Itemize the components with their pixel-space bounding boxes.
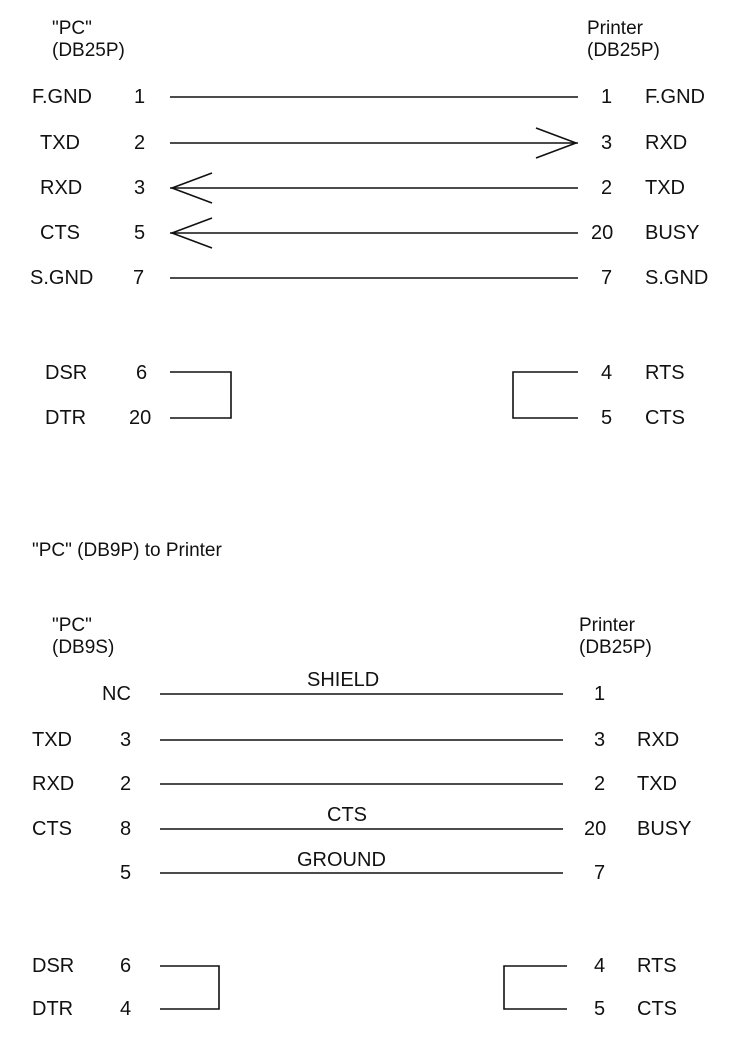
d1-row-4-right-signal: S.GND (645, 267, 709, 289)
d2-row-0-left-signal: NC (102, 683, 131, 705)
d2-row-3-right-pin: 20 (584, 818, 607, 840)
d1-row-0-left-signal: F.GND (32, 86, 92, 108)
d1-loop-right-0-signal: RTS (645, 362, 685, 384)
d2-right-header-line1: Printer (579, 615, 635, 636)
d2-loop-right-1-pin: 5 (594, 998, 606, 1020)
d2-row-2-left-signal: RXD (32, 773, 75, 795)
d1-loop-left-1-pin: 20 (129, 407, 152, 429)
d2-loop-left-0-signal: DSR (32, 955, 75, 977)
d1-row-3-left-signal: CTS (40, 222, 80, 244)
d2-row-0-right-pin: 1 (594, 683, 606, 705)
d2-loop-right (504, 966, 567, 1009)
d2-row-2-right-pin: 2 (594, 773, 606, 795)
d1-right-header-line2: (DB25P) (587, 40, 660, 61)
d1-loop-left-1-signal: DTR (45, 407, 87, 429)
d1-row-0-right-pin: 1 (601, 86, 613, 108)
d2-left-header-line2: (DB9S) (52, 637, 115, 658)
d2-right-header-line2: (DB25P) (579, 637, 652, 658)
d1-row-4-left-signal: S.GND (30, 267, 94, 289)
d1-loop-left-0-signal: DSR (45, 362, 88, 384)
d2-row-3-left-pin: 8 (120, 818, 132, 840)
d2-left-header-line1: "PC" (52, 615, 92, 636)
d1-loop-left-0-pin: 6 (136, 362, 148, 384)
d2-row-1-left-pin: 3 (120, 729, 132, 751)
d2-wire-label-cts: CTS (327, 804, 367, 826)
d2-row-4-left-pin: 5 (120, 862, 132, 884)
d1-left-header-line1: "PC" (52, 18, 92, 39)
d1-row-1-left-signal: TXD (40, 132, 80, 154)
d1-loop-left (170, 372, 231, 418)
d2-row-2-right-signal: TXD (637, 773, 677, 795)
d2-row-1-right-pin: 3 (594, 729, 606, 751)
d1-row-2-left-pin: 3 (134, 177, 146, 199)
d1-row-0-left-pin: 1 (134, 86, 146, 108)
d1-left-header-line2: (DB25P) (52, 40, 125, 61)
d1-row-1-right-pin: 3 (601, 132, 613, 154)
d2-loop-left (160, 966, 219, 1009)
d1-loop-right-0-pin: 4 (601, 362, 613, 384)
d1-row-4-left-pin: 7 (133, 267, 145, 289)
d1-row-2-left-signal: RXD (40, 177, 83, 199)
d2-row-1-right-signal: RXD (637, 729, 680, 751)
d2-wire-label-shield: SHIELD (307, 669, 380, 691)
d1-row-1-right-signal: RXD (645, 132, 688, 154)
d2-loop-left-0-pin: 6 (120, 955, 132, 977)
d1-loop-right (513, 372, 578, 418)
d1-loop-right-1-pin: 5 (601, 407, 613, 429)
d2-row-2-left-pin: 2 (120, 773, 132, 795)
d2-row-1-left-signal: TXD (32, 729, 72, 751)
d2-row-3-right-signal: BUSY (637, 818, 692, 840)
d2-loop-right-0-signal: RTS (637, 955, 677, 977)
d2-row-4-right-pin: 7 (594, 862, 606, 884)
d2-wire-label-ground: GROUND (297, 849, 386, 871)
d2-loop-left-1-signal: DTR (32, 998, 74, 1020)
section2-title: "PC" (DB9P) to Printer (32, 540, 222, 561)
d1-right-header-line1: Printer (587, 18, 643, 39)
d1-row-3-right-pin: 20 (591, 222, 614, 244)
d2-loop-right-0-pin: 4 (594, 955, 606, 977)
d2-loop-right-1-signal: CTS (637, 998, 677, 1020)
d1-row-4-right-pin: 7 (601, 267, 613, 289)
d1-row-2-right-signal: TXD (645, 177, 685, 199)
d1-row-0-right-signal: F.GND (645, 86, 705, 108)
d1-row-3-left-pin: 5 (134, 222, 146, 244)
d1-row-2-right-pin: 2 (601, 177, 613, 199)
d1-loop-right-1-signal: CTS (645, 407, 685, 429)
d2-row-3-left-signal: CTS (32, 818, 72, 840)
d2-loop-left-1-pin: 4 (120, 998, 132, 1020)
d1-row-3-right-signal: BUSY (645, 222, 700, 244)
d1-row-1-left-pin: 2 (134, 132, 146, 154)
